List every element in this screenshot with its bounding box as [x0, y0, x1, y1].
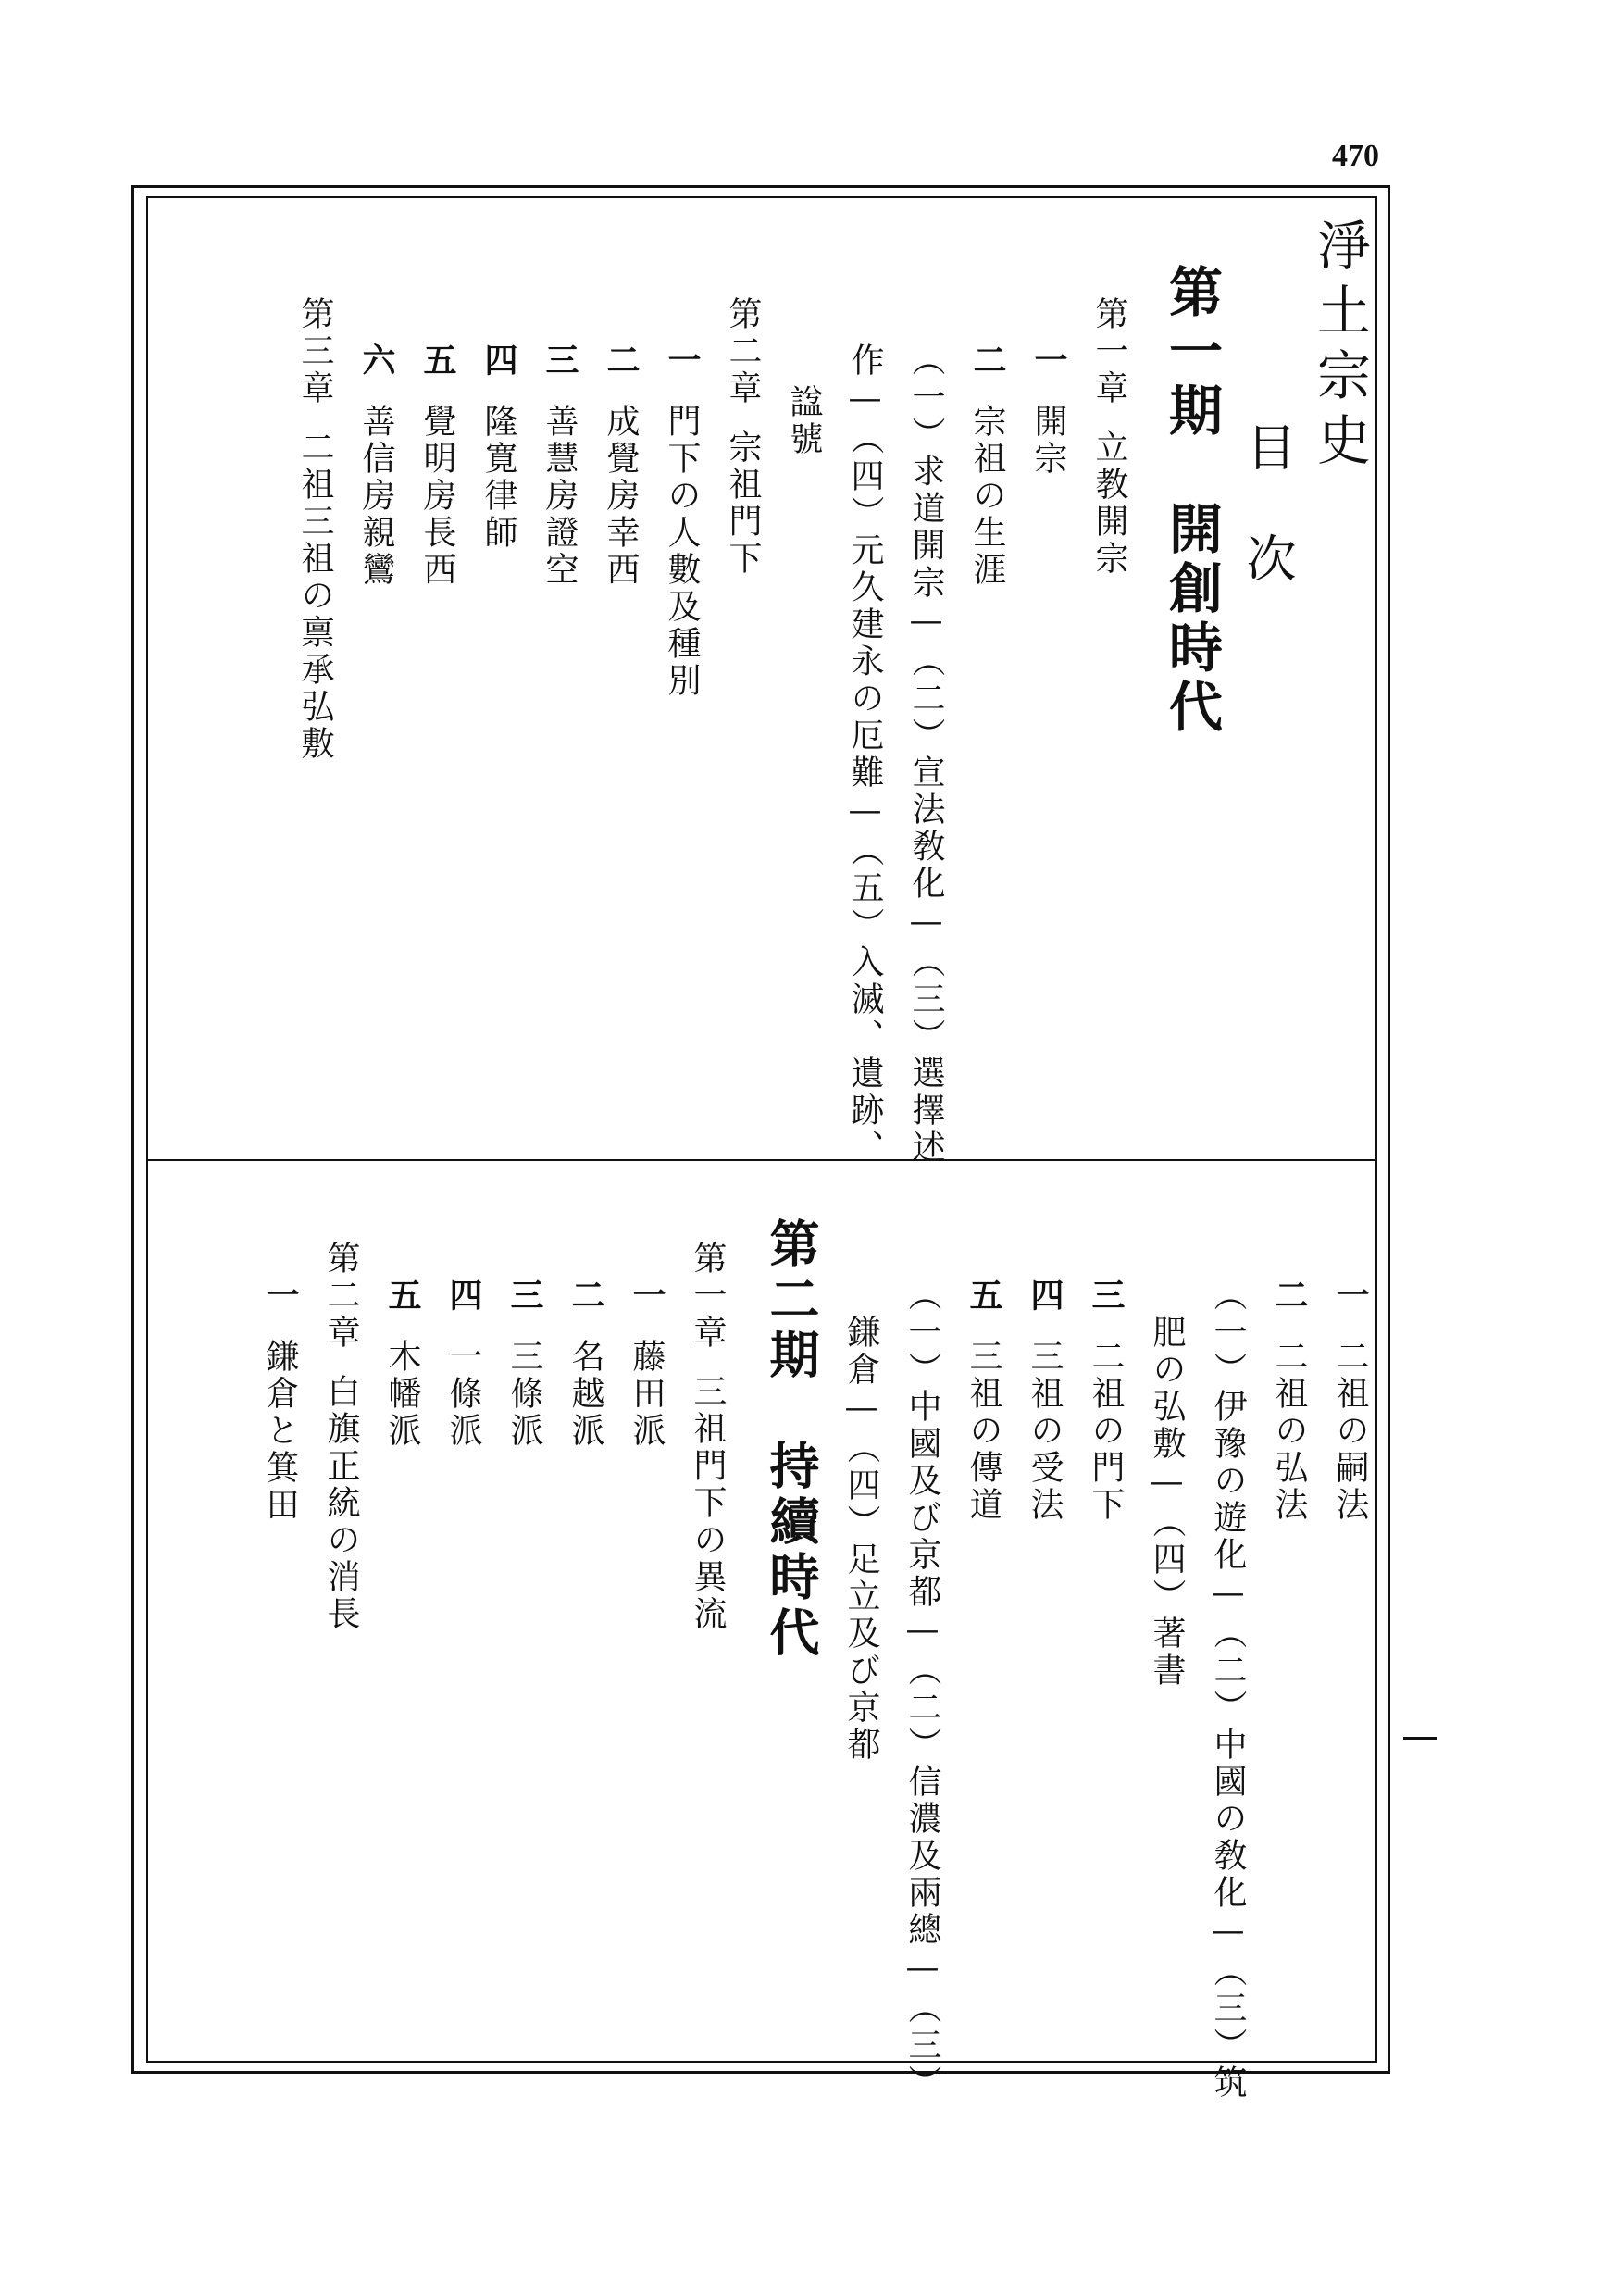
- chapter-label: 第二章: [322, 1241, 360, 1352]
- period-1-title: 第一期 開創時代: [1160, 264, 1223, 738]
- chapter-label: 第一章: [689, 1241, 727, 1352]
- toc-subentry-line: （一）中國及び京都—（二）信濃及兩總—（三）: [903, 1278, 941, 2102]
- entry-number: 一: [1029, 343, 1067, 380]
- chapter-title: 宗祖門下: [724, 430, 762, 578]
- section-divider: [146, 1159, 1377, 1161]
- entry-text: 二祖の弘法: [1270, 1339, 1308, 1524]
- entry-number: 一: [1331, 1278, 1369, 1315]
- entry-text: 隆寛律師: [479, 404, 517, 552]
- toc-entry: [1003, 208, 1067, 1143]
- entry-number: 二: [602, 343, 640, 380]
- toc-subentry-line: （一）求道開宗—（二）宣法敎化—（三）選擇述: [907, 343, 945, 1167]
- entry-text: 覺明房長西: [418, 404, 456, 589]
- entry-number: 二: [968, 343, 1006, 380]
- toc-entry: [637, 208, 701, 1143]
- entry-number: 二: [1270, 1278, 1308, 1315]
- entry-number: 四: [1026, 1278, 1064, 1315]
- entry-number: 五: [418, 343, 456, 380]
- entry-number: 三: [1087, 1278, 1125, 1315]
- entry-number: 五: [383, 1278, 421, 1315]
- toc-entry: [602, 1176, 666, 2055]
- toc-entry: [418, 1176, 482, 2055]
- entry-text: 宗祖の生涯: [968, 404, 1006, 589]
- entry-number: 四: [444, 1278, 482, 1315]
- margin-mark: [1403, 1737, 1437, 1740]
- toc-entry: [1244, 1176, 1308, 2055]
- chapter-3-heading: [270, 208, 334, 1143]
- chapter-1-heading: [1064, 208, 1126, 1143]
- toc-entry: [541, 1176, 602, 2055]
- entry-text: 門下の人數及種別: [663, 404, 701, 700]
- entry-text: 二祖の門下: [1087, 1339, 1125, 1524]
- entry-text: 鎌倉と箕田: [261, 1339, 299, 1524]
- entry-text: 木幡派: [383, 1339, 421, 1450]
- chapter-title: 白旗正統の消長: [322, 1374, 360, 1633]
- chapter-title: 立教開宗: [1090, 430, 1128, 578]
- page-number: 470: [1332, 139, 1379, 173]
- chapter-2-heading: [698, 208, 762, 1143]
- entry-text: 一條派: [444, 1339, 482, 1450]
- toc-entry: [515, 208, 579, 1143]
- toc-heading: 目 次: [1238, 421, 1297, 588]
- entry-number: 六: [357, 343, 395, 380]
- entry-number: 二: [566, 1278, 604, 1315]
- chapter-label: 第三章: [296, 296, 334, 407]
- chapter-heading: [663, 1176, 727, 2055]
- toc-entry: [479, 1176, 541, 2055]
- entry-text: 藤田派: [628, 1339, 666, 1450]
- entry-text: 二祖の嗣法: [1331, 1339, 1369, 1524]
- entry-text: 三祖の傳道: [965, 1339, 1002, 1524]
- toc-entry: [942, 208, 1006, 1143]
- entry-number: 四: [479, 343, 517, 380]
- entry-number: 一: [663, 343, 701, 380]
- toc-subentry-line: 鎌倉—（四）足立及び京都: [842, 1315, 880, 1764]
- entry-number: 一: [261, 1278, 299, 1315]
- entry-text: 善慧房證空: [541, 404, 579, 589]
- entry-text: 成覺房幸西: [602, 404, 640, 589]
- entry-text: 善信房親鸞: [357, 404, 395, 589]
- toc-entry: [235, 1176, 299, 2055]
- chapter-title: 二祖三祖の禀承弘敷: [296, 430, 334, 763]
- chapter-label: 第二章: [724, 296, 762, 407]
- period-2-title: 第二期 持續時代: [762, 1217, 821, 1662]
- toc-entry: [392, 208, 454, 1143]
- entry-number: 五: [965, 1278, 1002, 1315]
- toc-entry: [331, 208, 395, 1143]
- book-title: 淨土宗史: [1308, 218, 1371, 477]
- toc-bottom-half: [157, 1176, 1369, 2102]
- toc-entry: [1305, 1176, 1369, 2055]
- toc-top-half: [157, 208, 1371, 1167]
- entry-number: 三: [505, 1278, 543, 1315]
- entry-number: 三: [541, 343, 579, 380]
- toc-subentry-line: 諡號: [785, 384, 823, 458]
- toc-entry: [939, 1176, 1000, 2055]
- entry-number: 一: [628, 1278, 666, 1315]
- toc-entry: [454, 208, 515, 1143]
- toc-entry: [576, 208, 640, 1143]
- entry-text: 名越派: [566, 1339, 604, 1450]
- entry-text: 三祖の受法: [1026, 1339, 1064, 1524]
- toc-subentry-line: （一）伊豫の遊化—（二）中國の敎化—（三）筑: [1209, 1278, 1247, 2102]
- toc-entry: [1000, 1176, 1064, 2055]
- entry-text: 三條派: [505, 1339, 543, 1450]
- entry-text: 開宗: [1029, 404, 1067, 478]
- toc-subentry-line: 肥の弘敷—（四）著書: [1148, 1315, 1186, 1690]
- toc-subentry-line: 作—（四）元久建永の厄難—（五）入滅、遺跡、: [846, 343, 884, 1167]
- chapter-title: 三祖門下の異流: [689, 1374, 727, 1633]
- toc-entry: [357, 1176, 421, 2055]
- toc-entry: [1061, 1176, 1125, 2055]
- chapter-heading: [296, 1176, 360, 2055]
- chapter-label: 第一章: [1090, 296, 1128, 407]
